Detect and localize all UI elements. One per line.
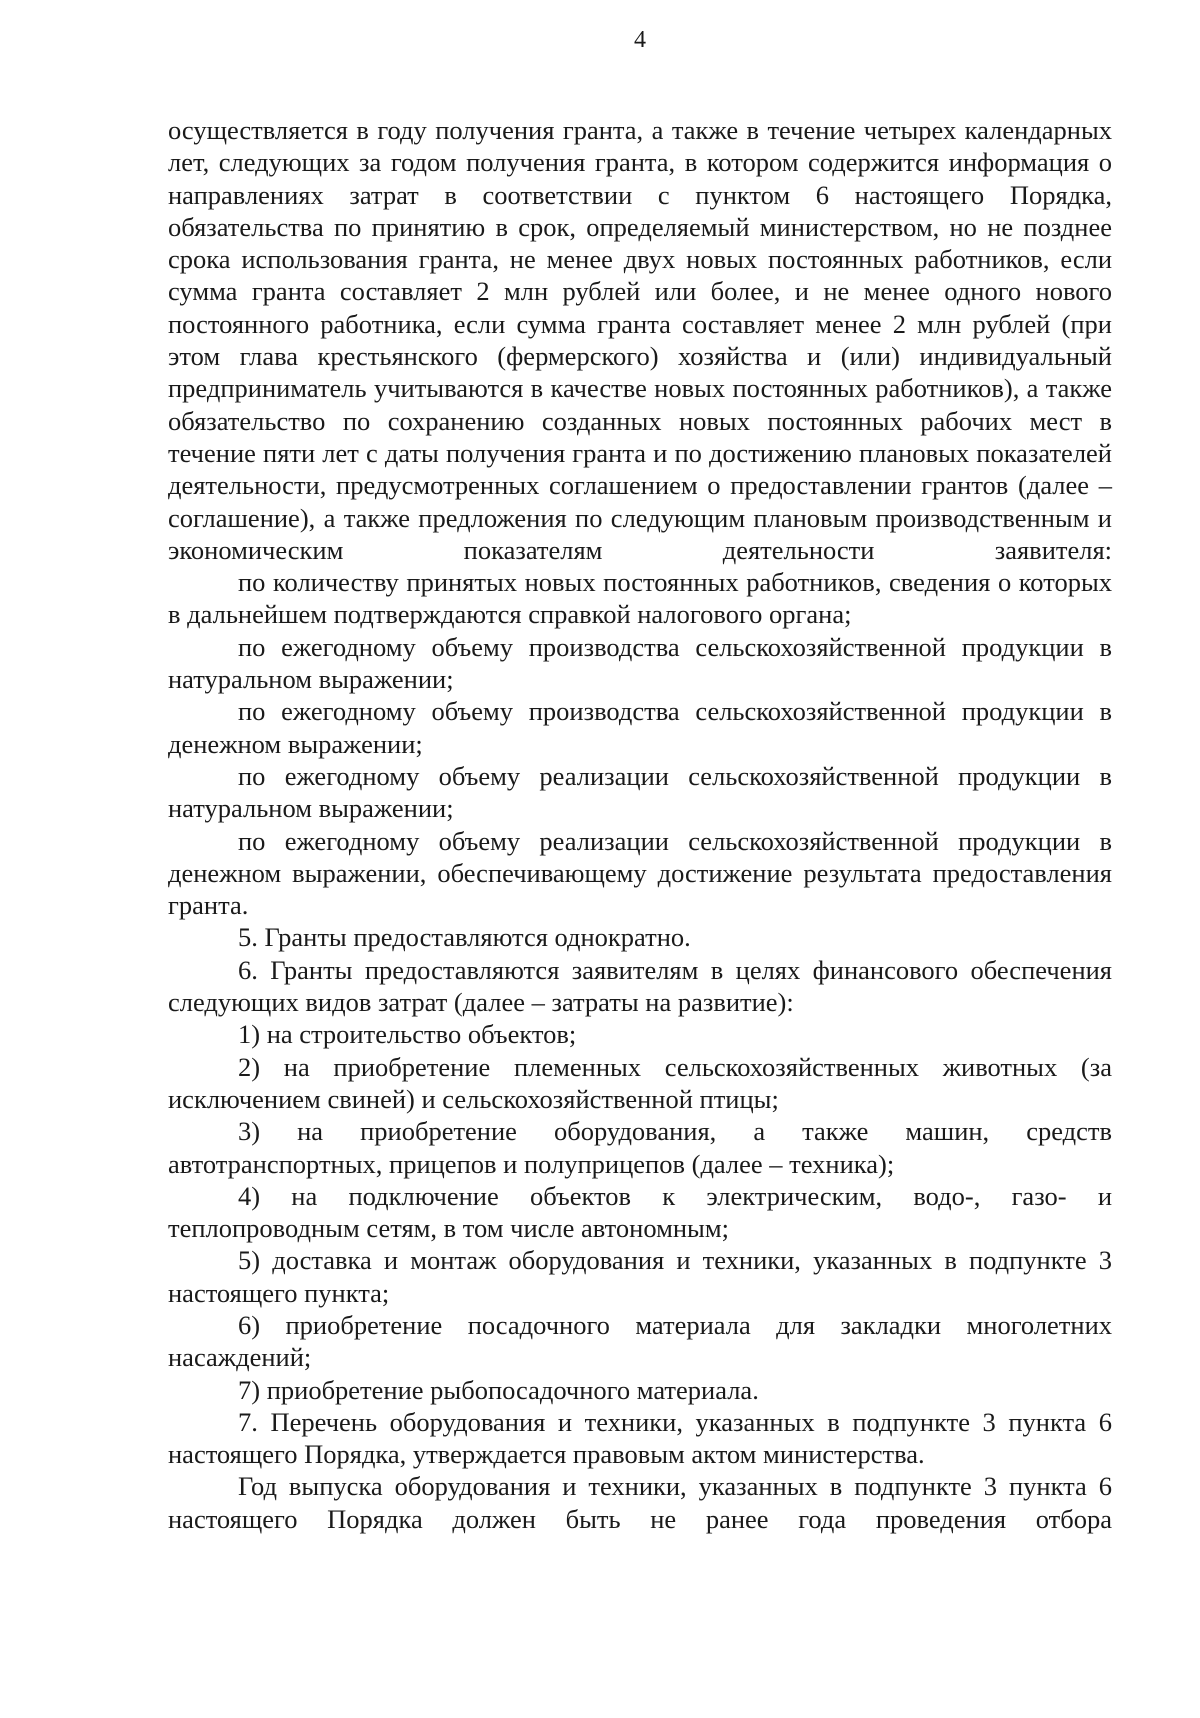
list-item-5: 5) доставка и монтаж оборудования и техники, указанных в подпункте 3 настоящего пункта; <box>168 1245 1112 1308</box>
paragraph-indicator-production-natural: по ежегодному объему производства сельскохозяйственной продукции в натуральном выражении; <box>168 631 1112 695</box>
list-item-4: 4) на подключение объектов к электрическим, водо-, газо- и теплопроводным сетям, в том числе автономным; <box>168 1180 1112 1244</box>
document-body <box>168 114 1112 1535</box>
paragraph-clause-7: 7. Перечень оборудования и техники, указанных в подпункте 3 пункта 6 настоящего Порядка, утверждается правовым актом министерства. <box>168 1406 1112 1470</box>
page-number: 4 <box>634 27 646 53</box>
list-item-2: 2) на приобретение племенных сельскохозяйственных животных (за исключением свиней) и сельскохозяйственной птицы; <box>168 1051 1112 1114</box>
paragraph-indicator-production-monetary: по ежегодному объему производства сельскохозяйственной продукции в денежном выражении; <box>168 696 1112 759</box>
paragraph-clause-5: 5. Гранты предоставляются однократно. <box>238 922 691 953</box>
list-item-1: 1) на строительство объектов; <box>238 1019 577 1050</box>
paragraph-indicator-employees: по количеству принятых новых постоянных работников, сведения о которых в дальнейшем подтверждаются справкой налогового органа; <box>168 567 1112 630</box>
paragraph-indicator-sales-natural: по ежегодному объему реализации сельскохозяйственной продукции в натуральном выражении; <box>168 760 1112 824</box>
list-item-7: 7) приобретение рыбопосадочного материала. <box>238 1374 759 1405</box>
paragraph-clause-6: 6. Гранты предоставляются заявителям в целях финансового обеспечения следующих видов затрат (далее – затраты на развитие): <box>168 954 1112 1018</box>
list-item-3: 3) на приобретение оборудования, а также машин, средств автотранспортных, прицепов и полуприцепов (далее – техника); <box>168 1116 1112 1179</box>
paragraph-indicator-sales-monetary: по ежегодному объему реализации сельскохозяйственной продукции в денежном выражении, обеспечивающему достижение результата предоставления гранта. <box>168 825 1112 921</box>
paragraph-continuation: осуществляется в году получения гранта, а также в течение четырех календарных лет, следующих за годом получения гранта, в котором содержится информация о направлениях затрат в соответствии с пунктом 6 настоящего Порядка, обязательства по принятию в срок, определяемый министерством, но не позднее срока использования гранта, не менее двух новых постоянных работников, если сумма гранта составляет 2 млн рублей или более, и не менее одного нового постоянного работника, если сумма гранта составляет менее 2 млн рублей (при этом глава крестьянского (фермерского) хозяйства и (или) индивидуальный предприниматель учитываются в качестве новых постоянных работников), а также обязательство по сохранению созданных новых постоянных рабочих мест в течение пяти лет с даты получения гранта и по достижению плановых показателей деятельности, предусмотренных соглашением о предоставлении грантов (далее – соглашение), а также предложения по следующим плановым производственным и экономическим показателям деятельности заявителя: <box>168 115 1112 565</box>
list-item-6: 6) приобретение посадочного материала для закладки многолетних насаждений; <box>168 1309 1112 1373</box>
paragraph-year-of-manufacture: Год выпуска оборудования и техники, указанных в подпункте 3 пункта 6 настоящего Порядка должен быть не ранее года проведения отбора <box>168 1471 1112 1534</box>
